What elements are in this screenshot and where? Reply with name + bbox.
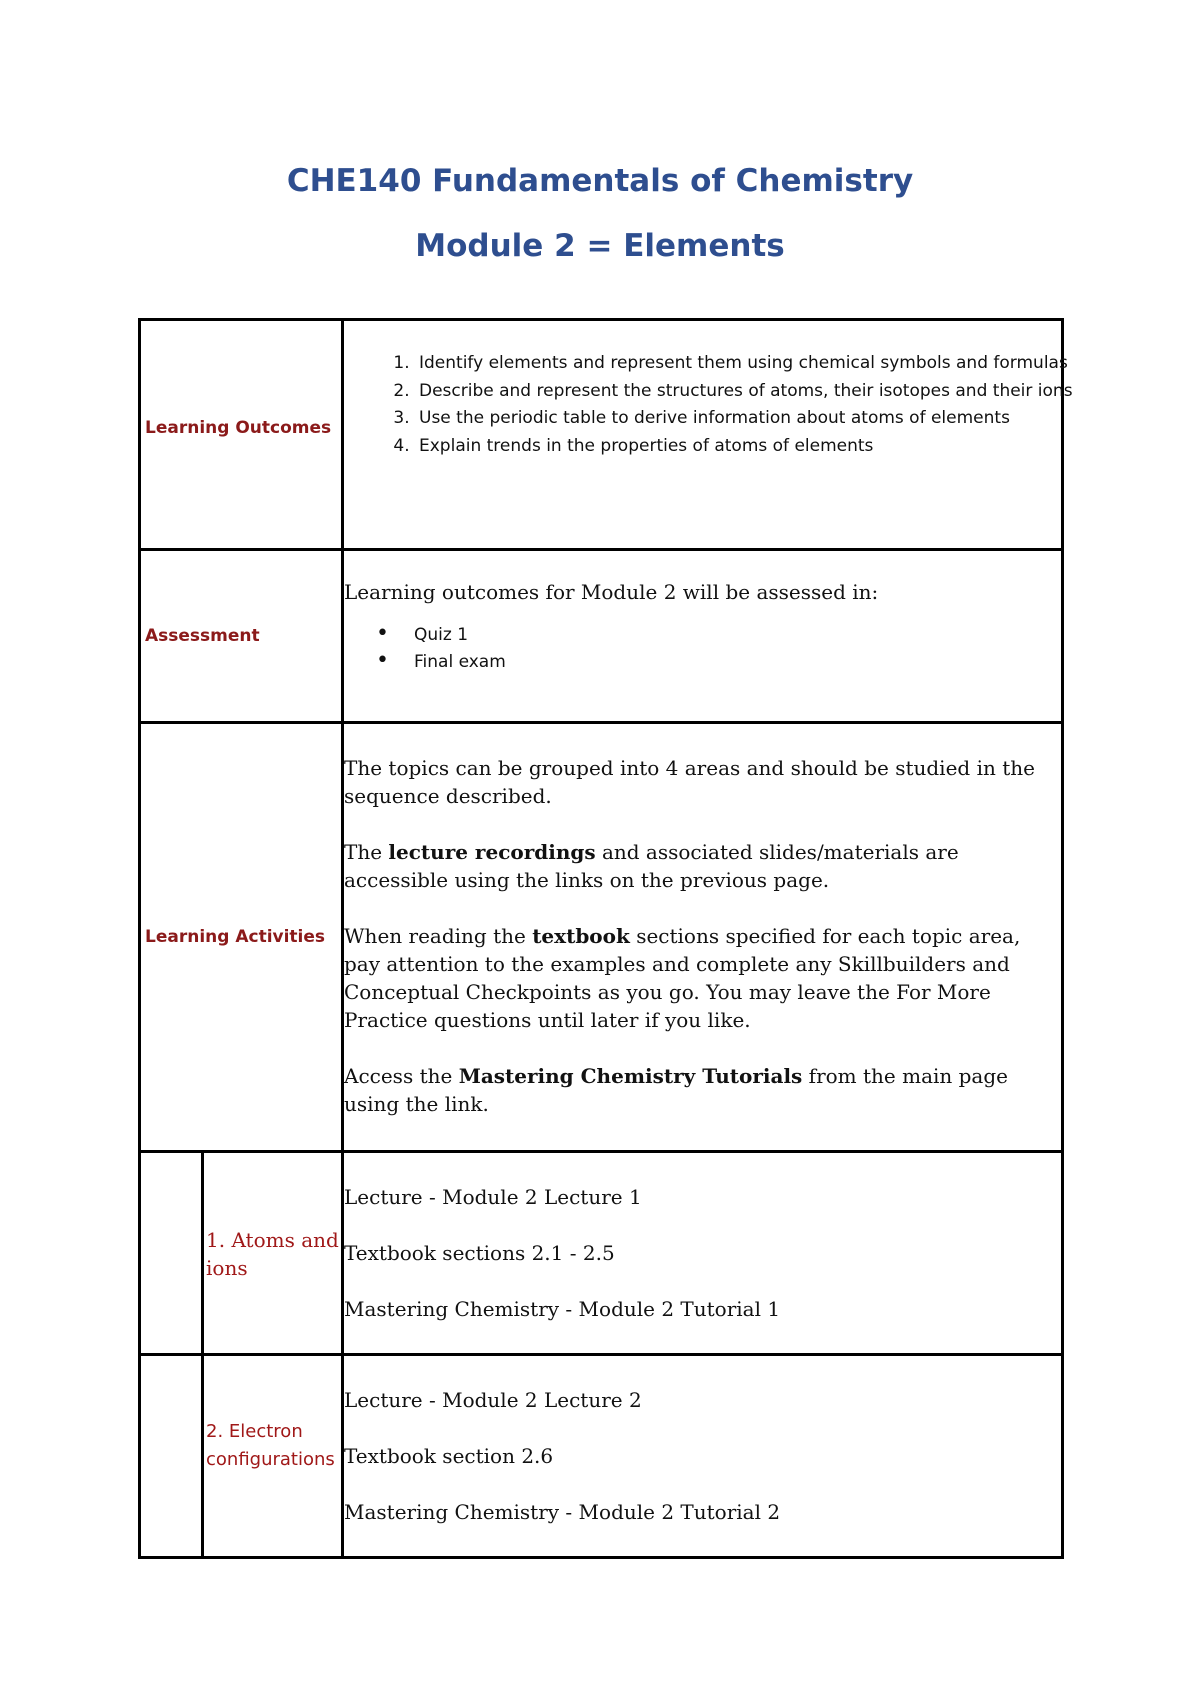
learning-outcomes-label: Learning Outcomes xyxy=(145,418,332,438)
assessment-intro: Learning outcomes for Module 2 will be assessed in: xyxy=(344,580,879,604)
topic-2-content xyxy=(344,1386,1060,1526)
topic-1-textbook: Textbook sections 2.1 - 2.5 xyxy=(344,1241,615,1265)
page-title: CHE140 Fundamentals of Chemistry xyxy=(286,163,914,199)
list-item: • Quiz 1 xyxy=(414,622,1054,649)
list-item: • Final exam xyxy=(414,649,1054,676)
activities-paragraph-4: Access the Mastering Chemistry Tutorials from the main page using the link. xyxy=(344,1064,1008,1116)
learning-activities-label: Learning Activities xyxy=(145,927,326,947)
topic-2-lecture: Lecture - Module 2 Lecture 2 xyxy=(344,1388,642,1412)
topic-1-label: 1. Atoms and ions xyxy=(206,1228,339,1280)
topic-2-label: 2. Electron configurations xyxy=(206,1421,335,1470)
list-item: 3. Use the periodic table to derive information about atoms of elements xyxy=(415,405,1095,433)
list-item: 4. Explain trends in the properties of atoms of elements xyxy=(415,433,1095,461)
assessment-label: Assessment xyxy=(145,626,260,646)
topic-1-content xyxy=(344,1183,1060,1323)
activities-paragraph-2: The lecture recordings and associated slides/materials are accessible using the links on the previous page. xyxy=(344,840,959,892)
assessment-content xyxy=(344,580,1054,676)
topic-1-mastering: Mastering Chemistry - Module 2 Tutorial 1 xyxy=(344,1297,781,1321)
topic-1-lecture: Lecture - Module 2 Lecture 1 xyxy=(344,1185,642,1209)
assessment-list xyxy=(344,622,1054,676)
page-subtitle: Module 2 = Elements xyxy=(415,228,785,264)
topic-2-mastering: Mastering Chemistry - Module 2 Tutorial 2 xyxy=(344,1500,781,1524)
activities-paragraph-1: The topics can be grouped into 4 areas and should be studied in the sequence described. xyxy=(344,756,1035,808)
list-item: 1. Identify elements and represent them using chemical symbols and formulas xyxy=(415,350,1095,378)
topic-2-textbook: Textbook section 2.6 xyxy=(344,1444,554,1468)
activities-paragraph-3: When reading the textbook sections specified for each topic area, pay attention to the examples and complete any Skillbuilders and Conceptual Checkpoints as you go. You may leave the For More Practice questions until later if you like. xyxy=(344,924,1021,1032)
list-item: 2. Describe and represent the structures of atoms, their isotopes and their ions xyxy=(415,378,1095,406)
learning-outcomes-list xyxy=(375,350,1095,460)
learning-activities-content xyxy=(344,754,1060,1118)
